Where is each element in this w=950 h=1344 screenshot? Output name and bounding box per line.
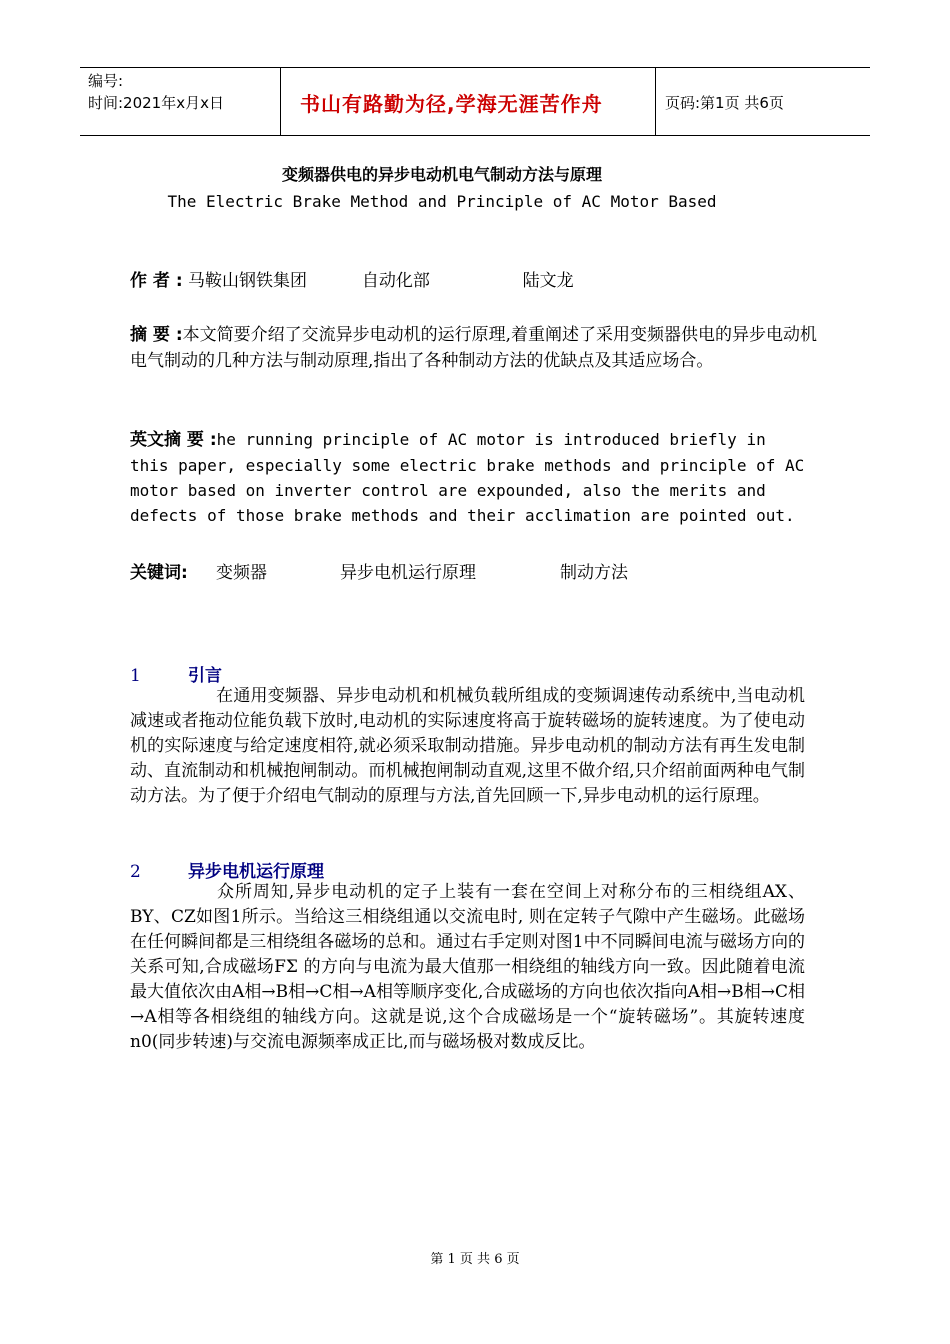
header-bottom-rule xyxy=(80,135,870,136)
author-line xyxy=(130,268,830,294)
keywords-label: 关键词: xyxy=(130,563,188,583)
serial-label: 编号: xyxy=(88,72,124,90)
keyword-2: 异步电机运行原理 xyxy=(340,563,476,583)
section-1-title: 引言 xyxy=(188,666,222,686)
section-2-text: 众所周知,异步电动机的定子上装有一套在空间上对称分布的三相绕组AX、BY、CZ如图1所示。当给这三相绕组通以交流电时, 则在定转子气隙中产生磁场。此磁场在任何瞬间都是三相绕组各磁场的总和。通过右手定则对图1中不同瞬间电流与磁场方向的关系可知,合成磁场FΣ 的方向与电流为最大值那一相绕组的轴线方向一致。因此随着电流最大值依次由A相→B相→C相→A相等顺序变化,合成磁场的方向也依次指向A相→B相→C相→A相等各相绕组的轴线方向。这就是说,这个合成磁场是一个“旋转磁场”。其旋转速度n0(同步转速)与交流电源频率成正比,而与磁场极对数成反比。 xyxy=(130,882,805,1052)
header-divider-left xyxy=(280,67,281,135)
author-name: 陆文龙 xyxy=(522,271,574,291)
title-english: The Electric Brake Method and Principle of AC Motor Based xyxy=(167,192,717,211)
header-divider-right xyxy=(655,67,656,135)
english-abstract xyxy=(130,427,810,528)
english-abstract-label: 英文摘 要 : xyxy=(130,430,217,450)
time-label: 时间:2021年x月x日 xyxy=(88,94,224,112)
section-2-heading xyxy=(130,857,324,882)
abstract-text: 本文简要介绍了交流异步电动机的运行原理,着重阐述了采用变频器供电的异步电动机电气制动的几种方法与制动原理,指出了各种制动方法的优缺点及其适应场合。 xyxy=(130,325,818,371)
abstract-label: 摘 要 : xyxy=(130,325,183,345)
section-1-body xyxy=(130,684,805,809)
author-org: 马鞍山钢铁集团 xyxy=(188,271,308,291)
section-1-number: 1 xyxy=(130,666,141,686)
title-chinese: 变频器供电的异步电动机电气制动方法与原理 xyxy=(281,165,602,184)
abstract xyxy=(130,322,830,374)
keyword-3: 制动方法 xyxy=(560,563,628,583)
section-1-heading xyxy=(130,661,222,686)
header-meta xyxy=(88,70,224,114)
section-1-text: 在通用变频器、异步电动机和机械负载所组成的变频调速传动系统中,当电动机减速或者拖动位能负载下放时,电动机的实际速度将高于旋转磁场的旋转速度。为了使电动机的实际速度与给定速度相符,就必须采取制动措施。异步电动机的制动方法有再生发电制动、直流制动和机械抱闸制动。而机械抱闸制动直观,这里不做介绍,只介绍前面两种电气制动方法。为了便于介绍电气制动的原理与方法,首先回顾一下,异步电动机的运行原理。 xyxy=(130,686,805,806)
author-label: 作 者 : xyxy=(130,271,183,291)
section-2-title: 异步电机运行原理 xyxy=(188,862,324,882)
header-motto: 书山有路勤为径,学海无涯苦作舟 xyxy=(300,92,603,116)
page-footer: 第 1 页 共 6 页 xyxy=(430,1252,520,1267)
section-2-number: 2 xyxy=(130,862,141,882)
section-2-body xyxy=(130,880,805,1055)
keyword-1: 变频器 xyxy=(216,563,267,583)
author-dept: 自动化部 xyxy=(361,271,430,291)
english-abstract-text: he running principle of AC motor is introduced briefly in this paper, especially some electric brake methods and principle of AC motor based on inverter control are expounded, also the merits and defects of those brake methods and their acclimation are pointed out. xyxy=(130,430,805,525)
header-page-info: 页码:第1页 共6页 xyxy=(665,94,784,112)
header-top-rule xyxy=(80,67,870,68)
